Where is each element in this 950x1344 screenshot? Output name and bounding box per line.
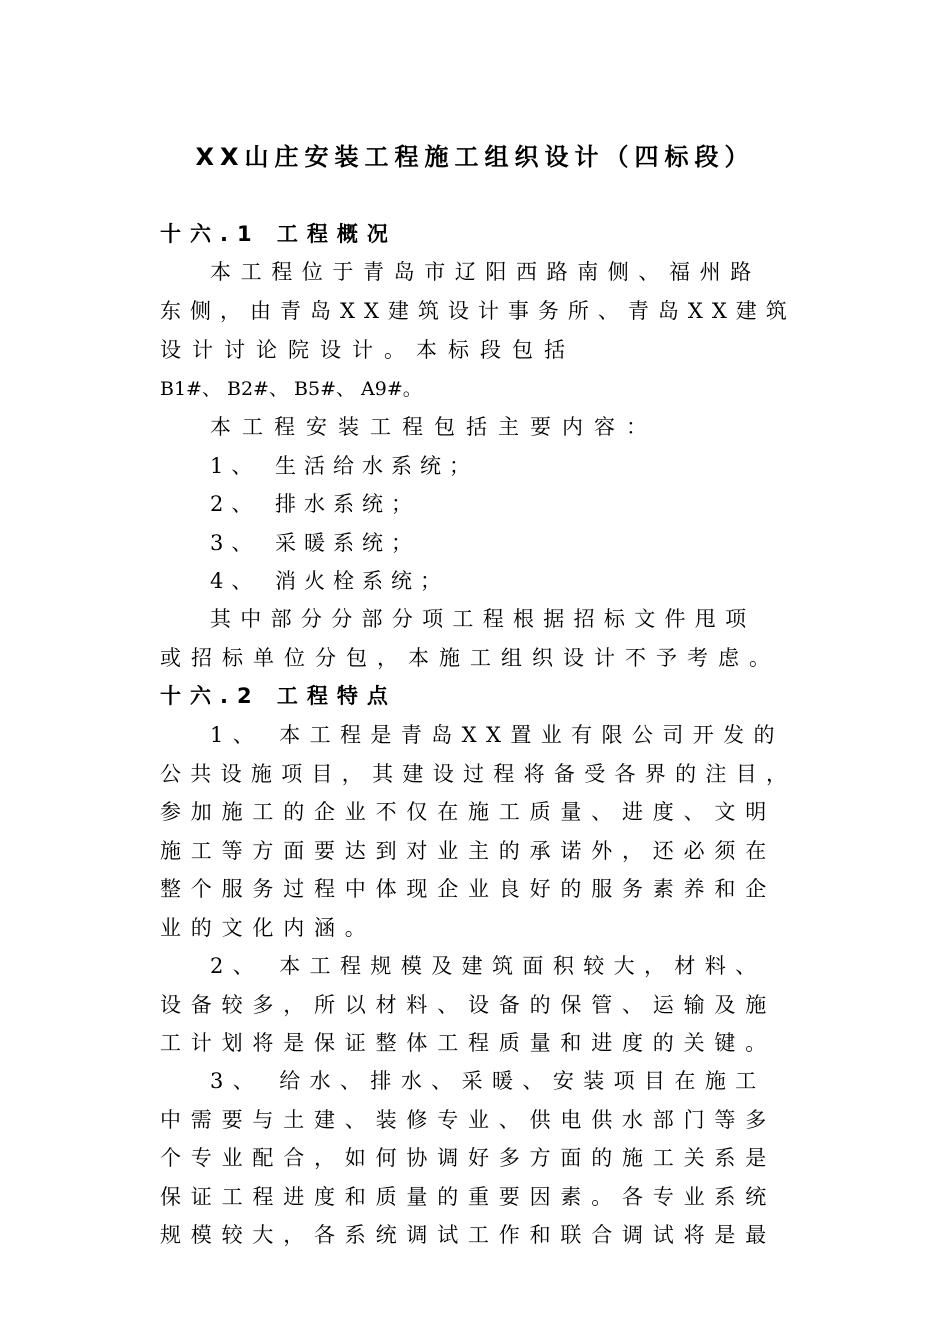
paragraph-line: B1#、 B2#、 B5#、 A9#。	[160, 378, 422, 400]
paragraph-line: 设备较多，所以材料、设备的保管、运输及施	[160, 993, 776, 1017]
paragraph-line: 3、 给水、排水、采暖、安装项目在施工	[210, 1069, 766, 1093]
paragraph-line: 中需要与土建、装修专业、供电供水部门等多	[160, 1108, 776, 1132]
section-heading-2: 十六.2 工程特点	[160, 684, 397, 708]
paragraph-line: 1、 本工程是青岛XX置业有限公司开发的	[210, 723, 784, 747]
paragraph-line: 整个服务过程中体现企业良好的服务素养和企	[160, 877, 776, 901]
paragraph-line: 规模较大，各系统调试工作和联合调试将是最	[160, 1223, 776, 1247]
paragraph-line: 其中部分分部分项工程根据招标文件甩项	[210, 607, 756, 631]
paragraph-line: 本工程位于青岛市辽阳西路南侧、福州路	[210, 260, 761, 284]
paragraph-line: 业的文化内涵。	[160, 916, 376, 940]
paragraph-line: 公共设施项目，其建设过程将备受各界的注目，	[160, 762, 797, 786]
paragraph-line: 个专业配合，如何协调好多方面的施工关系是	[160, 1146, 776, 1170]
paragraph-line: 本工程安装工程包括主要内容：	[210, 415, 658, 439]
section-heading-1: 十六.1 工程概况	[160, 222, 397, 246]
paragraph-line: 设计讨论院设计。本标段包括	[160, 338, 576, 362]
list-item: 2、 排水系统；	[210, 492, 421, 516]
paragraph-line: 东侧，由青岛XX建筑设计事务所、青岛XX建筑	[160, 299, 796, 323]
paragraph-line: 参加施工的企业不仅在施工质量、进度、文明	[160, 800, 776, 824]
paragraph-line: 工计划将是保证整体工程质量和进度的关键。	[160, 1031, 776, 1055]
paragraph-line: 2、 本工程规模及建筑面积较大，材料、	[210, 954, 766, 978]
list-item: 1、 生活给水系统；	[210, 454, 479, 478]
list-item: 4、 消火栓系统；	[210, 569, 450, 593]
paragraph-line: 保证工程进度和质量的重要因素。各专业系统	[160, 1185, 776, 1209]
document-title: XX山庄安装工程施工组织设计（四标段）	[195, 143, 755, 171]
paragraph-line: 施工等方面要达到对业主的承诺外，还必须在	[160, 839, 776, 863]
paragraph-line: 或招标单位分包，本施工组织设计不予考虑。	[160, 646, 780, 670]
list-item: 3、 采暖系统；	[210, 531, 421, 555]
